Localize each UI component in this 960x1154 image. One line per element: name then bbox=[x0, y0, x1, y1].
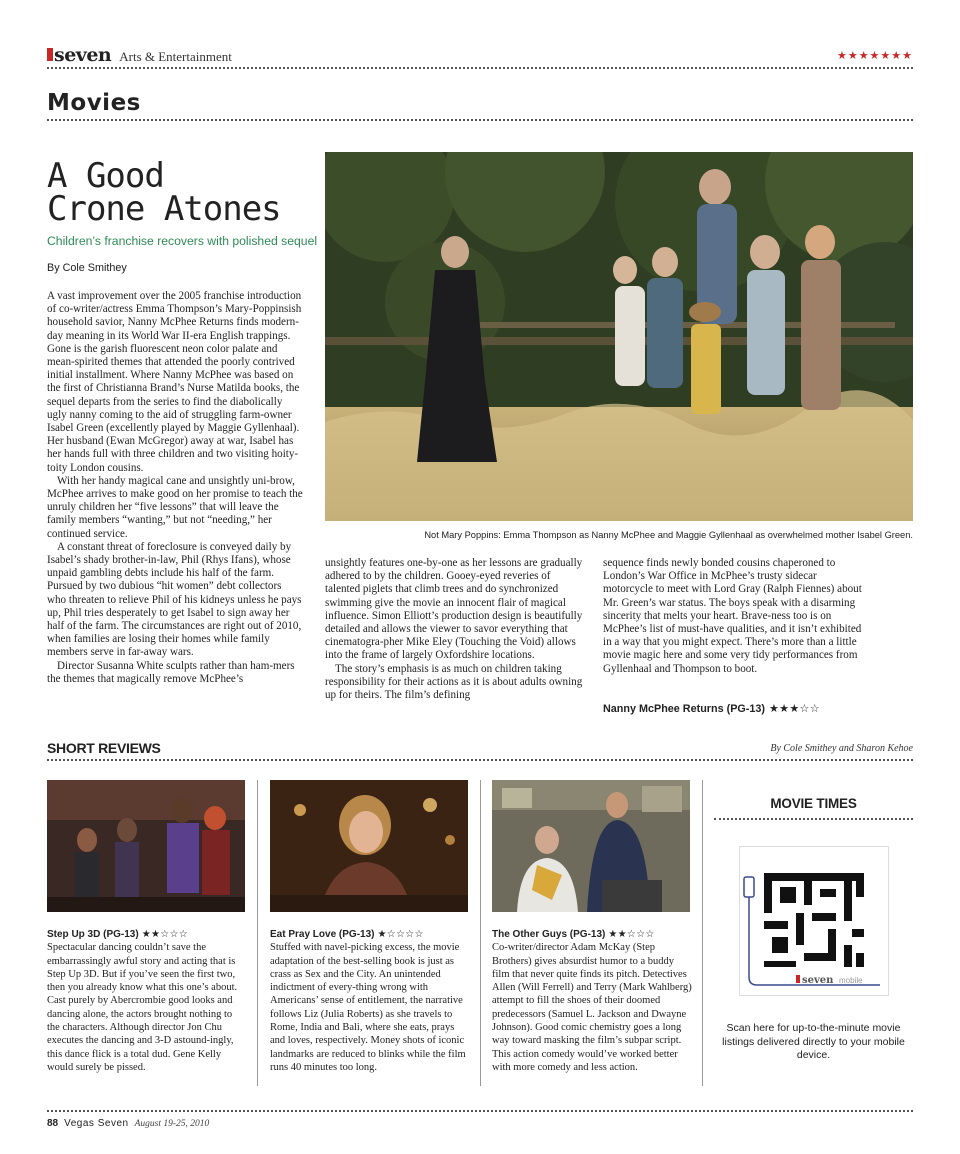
paragraph: With her handy magical cane and unsightly uni-brow, McPhee arrives to make good on her promise to teach the unruly children her “five lessons” that will leave the family members “wanting,” but not “needing,” her continued service. bbox=[47, 474, 303, 540]
paragraph: A vast improvement over the 2005 franchise introduction of co-writer/actress Emma Thompson’s Mary-Poppinsish household savior, Nanny McPhee Returns finds modern-day meaning in its World War II-era English trappings. Gone is the garish fluorescent neon color palate and mean-spirited themes that attended the poorly contrived initial installment. Where Nanny McPhee was based on the first of Christianna Brand’s Nurse Matilda books, the sequel departs from the series to find the diabolically ugly nanny coming to the aid of struggling farm-owner Isabel Green (excellently played by Maggie Gyllenhaal). Her husband (Ewan McGregor) away at war, Isabel has her hands full with three children and two visiting hoity-toity London cousins. bbox=[47, 290, 302, 474]
column-rule bbox=[257, 780, 258, 1086]
page-number: 88 bbox=[47, 1118, 59, 1129]
short-review bbox=[47, 928, 247, 1074]
review-body: Co-writer/director Adam McKay (Step Brothers) gives absurdist humor to a buddy film that never quite finds its pitch. Detectives Allen (Will Ferrell) and Terry (Mark Wahlberg) attempt to fill the shoes of their doomed predecessors (Samuel L. Jackson and Dwayne Johnson). Good comic chemistry goes a long way toward masking the film’s subpar script. This action comedy would’ve worked better with more comedy and less action. bbox=[492, 942, 692, 1073]
review-stars: ★★☆☆☆ bbox=[141, 929, 189, 940]
article-byline: By Cole Smithey bbox=[47, 262, 127, 274]
review-photo-other-guys bbox=[492, 780, 690, 912]
review-photo-step-up bbox=[47, 780, 245, 912]
publication-name: Vegas Seven bbox=[64, 1118, 129, 1129]
review-stars: ★★☆☆☆ bbox=[608, 929, 655, 940]
article-column-2 bbox=[325, 557, 587, 702]
column-rule bbox=[480, 780, 481, 1086]
review-body: Spectacular dancing couldn’t save the embarrassingly awful story and acting that is Step Up 3D. But if you’ve seen the first two, then you already know what this one’s about. Cast purely by Abercrombie good looks and dancing alone, the actors brought nothing to the characters. Although director Jon Chu executes the dancing and 3-D astound-ingly, this dance flick is a total dud. Gene Kelly would surely be pissed. bbox=[47, 942, 238, 1073]
review-body: Stuffed with navel-picking excess, the movie adaptation of the best-selling book is just as crass as Sex and the City. An unintended indictment of every-thing wrong with Americans’ sense of entitlement, the narrative follows Liz (Julia Roberts) as she travels to Rome, India and Bali, where she eats, prays and loves, respectively. Money shots of iconic landmarks are reduced to blinks while the film runs 40 minutes too long. bbox=[270, 942, 466, 1073]
article-deck: Children’s franchise recovers with polished sequel bbox=[47, 234, 318, 248]
paragraph: sequence finds newly bonded cousins chaperoned to London’s War Office in McPhee’s trusty sidecar motorcycle to meet with Lord Gray (Ralph Fiennes) about Mr. Green’s war status. The boys speak with a disarming sincerity that melts your heart. Brave-ness too is on McPhee’s list of must-have qualities, and it isn’t exhibited in a way that you might expect. There’s more than a little movie magic here and some very tidy performances from Gyllenhaal and Thompson to boot. bbox=[603, 557, 862, 675]
rating-title: Nanny McPhee Returns (PG-13) bbox=[603, 703, 765, 715]
movie-times-text: Scan here for up-to-the-minute movie listings delivered directly to your mobile device. bbox=[722, 1022, 905, 1061]
issue-date: August 19-25, 2010 bbox=[134, 1119, 210, 1129]
qr-brand-suffix: mobile bbox=[839, 976, 863, 985]
article-column-1 bbox=[47, 290, 303, 686]
review-title: Eat Pray Love (PG-13) bbox=[270, 929, 375, 940]
paragraph: Director Susanna White sculpts rather than ham-mers the themes that magically remove McPhee’s bbox=[47, 659, 295, 685]
movie-times-divider bbox=[714, 818, 913, 820]
footer bbox=[47, 1118, 209, 1129]
column-rule bbox=[702, 780, 703, 1086]
paragraph: unsightly features one-by-one as her lessons are gradually adhered to by the children. Gooey-eyed reveries of talented piglets that climb trees and do synchronized swimming give the movie an innocent flair of magical influence. Simon Elliott’s production design is beautifully detailed and allows the viewer to savor everything that cinematogra-pher Mike Eley (Touching the Void) allows into the frame of largely Oxfordshire locations. bbox=[325, 557, 583, 662]
footer-divider bbox=[47, 1110, 913, 1112]
qr-code[interactable] bbox=[739, 846, 889, 996]
review-title: Step Up 3D (PG-13) bbox=[47, 929, 139, 940]
paragraph: The story’s emphasis is as much on children taking responsibility for their actions as it is about adults owning up for theirs. The film’s defining bbox=[325, 662, 583, 702]
header-stars: ★★★★★★★ bbox=[836, 50, 913, 62]
short-review bbox=[270, 928, 470, 1074]
article-headline: A Good Crone Atones bbox=[47, 156, 281, 229]
short-reviews-heading: SHORT REVIEWS bbox=[47, 740, 161, 756]
movie-times-heading: MOVIE TIMES bbox=[770, 796, 857, 811]
review-title: The Other Guys (PG-13) bbox=[492, 929, 606, 940]
short-review bbox=[492, 928, 692, 1074]
short-reviews-divider bbox=[47, 759, 913, 761]
article-photo bbox=[325, 152, 913, 521]
short-reviews-byline: By Cole Smithey and Sharon Kehoe bbox=[770, 743, 913, 754]
masthead bbox=[47, 44, 232, 66]
rating-stars: ★★★☆☆ bbox=[769, 703, 820, 715]
title-divider bbox=[47, 119, 913, 121]
review-photo-eat-pray-love bbox=[270, 780, 468, 912]
header-divider bbox=[47, 67, 913, 69]
page-title: Movies bbox=[47, 90, 141, 116]
paragraph: A constant threat of foreclosure is conveyed daily by Isabel’s shady brother-in-law, Phil (Rhys Ifans), whose unpaid gambling debts include his half of the farm. Pursued by two dubious “hit women” debt collectors who threaten to relieve Phil of his kidneys unless he pays up, Phil tries desperately to get Isabel to sign away her half of the farm. The circumstances are right out of 2010, when families are losing their homes while family members serve in far-away wars. bbox=[47, 540, 302, 659]
photo-caption: Not Mary Poppins: Emma Thompson as Nanny McPhee and Maggie Gyllenhaal as overwhelmed mother Isabel Green. bbox=[424, 530, 913, 540]
logo[interactable]: seven bbox=[47, 44, 111, 66]
qr-code-icon bbox=[740, 847, 888, 995]
article-column-3 bbox=[603, 557, 865, 676]
article-rating bbox=[603, 702, 820, 715]
qr-brand: seven bbox=[802, 975, 834, 986]
section-name: Arts & Entertainment bbox=[119, 49, 232, 64]
review-stars: ★☆☆☆☆ bbox=[377, 929, 424, 940]
